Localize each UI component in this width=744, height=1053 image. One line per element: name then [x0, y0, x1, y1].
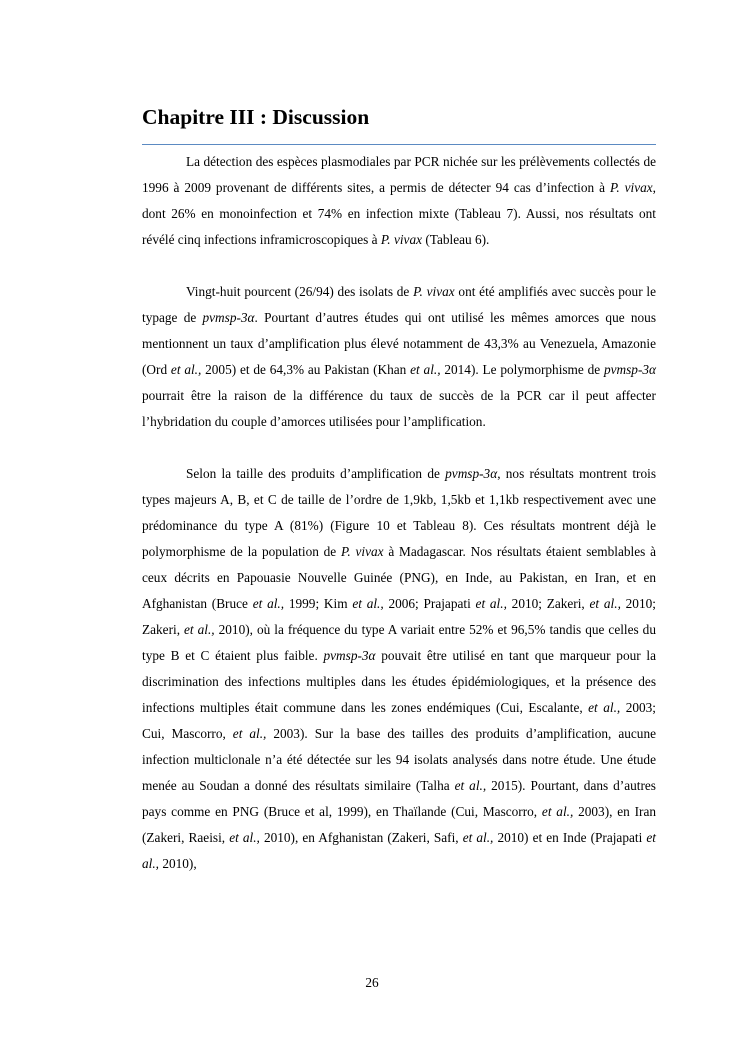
italic-term: pvmsp-3α — [445, 466, 498, 481]
italic-term: et al., — [352, 596, 384, 611]
text-run: 2015). Pourtant, dans d’autres pays comme en PNG (Bruce et al, 1999), en Thaïlande (Cui, Mascorro, — [142, 778, 656, 819]
text-run: 2006; Prajapati — [383, 596, 476, 611]
italic-term: et al., — [170, 362, 202, 377]
italic-term: P. vivax — [609, 180, 653, 195]
italic-term: et al., — [462, 830, 494, 845]
italic-term: et al., — [588, 700, 621, 715]
paragraph-amplification-rate — [142, 279, 656, 435]
discussion-body — [142, 149, 656, 877]
text-run: . Pourtant d’autres études qui ont utilisé les mêmes amorces que nous mentionnent un taux d’amplification plus élevé notamment de 43,3% au Venezuela, Amazonie (Ord — [142, 310, 656, 377]
title-underline-rule — [142, 144, 656, 145]
italic-term: P. vivax — [413, 284, 455, 299]
italic-term: et al., — [589, 596, 621, 611]
text-run: 2003), en Iran (Zakeri, Raeisi, — [142, 804, 656, 845]
italic-term: et al., — [232, 726, 267, 741]
italic-term: et al., — [541, 804, 574, 819]
text-run: 2014). Le polymorphisme de — [440, 362, 604, 377]
text-run: 2010), — [159, 856, 197, 871]
text-run: 2003; Cui, Mascorro, — [142, 700, 656, 741]
text-run: 2010) et en Inde (Prajapati — [493, 830, 647, 845]
text-run: ont été amplifiés avec succès pour le typage de — [142, 284, 656, 325]
text-run: 2003). Sur la base des tailles des produits d’amplification, aucune infection multiclonale n’a été détectée sur les 94 isolats analysés dans notre étude. Une étude menée au Soudan a donné des résultats similaire (Talha — [142, 726, 656, 793]
text-run: pouvait être utilisé en tant que marqueur pour la discrimination des infections multiples dans les études épidémiologiques, et la présence des infections multiples était commune dans les zones endémiques (Cui, Escalante, — [142, 648, 656, 715]
italic-term: et al., — [410, 362, 441, 377]
text-run: 2010; Zakeri, — [142, 596, 656, 637]
italic-term: pvmsp-3α — [603, 362, 657, 377]
page-number: 26 — [365, 975, 379, 990]
italic-term: pvmsp-3α — [323, 648, 376, 663]
chapter-title: Chapitre III : Discussion — [142, 105, 370, 129]
text-run: Selon la taille des produits d’amplification de — [186, 466, 446, 481]
text-run: La détection des espèces plasmodiales par PCR nichée sur les prélèvements collectés de 1996 à 2009 provenant de différents sites, a permis de détecter 94 cas d’infection à — [142, 154, 656, 195]
italic-term: et al., — [454, 778, 487, 793]
text-run: à Madagascar. Nos résultats étaient semblables à ceux décrits en Papouasie Nouvelle Guinée (PNG), en Inde, au Pakistan, en Iran, et en Afghanistan (Bruce — [142, 544, 656, 611]
text-run: , dont 26% en monoinfection et 74% en infection mixte (Tableau 7). Aussi, nos résultats ont révélé cinq infections inframicroscopiques à — [142, 180, 656, 247]
paragraph-polymorphism — [142, 461, 656, 877]
text-run: 1999; Kim — [284, 596, 353, 611]
italic-term: pvmsp-3α — [202, 310, 255, 325]
text-run: Vingt-huit pourcent (26/94) des isolats de — [186, 284, 414, 299]
text-run: 2010), où la fréquence du type A variait entre 52% et 96,5% tandis que celles du type B et C étaient plus faible. — [142, 622, 656, 663]
text-run: 2010), en Afghanistan (Zakeri, Safi, — [259, 830, 463, 845]
italic-term: P. vivax — [380, 232, 422, 247]
text-run: 2005) et de 64,3% au Pakistan (Khan — [201, 362, 411, 377]
italic-term: et al., — [184, 622, 215, 637]
text-run: 2010; Zakeri, — [506, 596, 590, 611]
paragraph-species-detection — [142, 149, 656, 253]
italic-term: et al., — [475, 596, 507, 611]
text-run: (Tableau 6). — [422, 232, 490, 247]
text-run: pourrait être la raison de la différence du taux de succès de la PCR car il peut affecter l’hybridation du couple d’amorces utilisées pour l’amplification. — [142, 388, 656, 429]
italic-term: et al., — [252, 596, 285, 611]
italic-term: et al., — [142, 830, 656, 871]
italic-term: et al., — [229, 830, 260, 845]
text-run: , nos résultats montrent trois types majeurs A, B, et C de taille de l’ordre de 1,9kb, 1,5kb et 1,1kb respectivement avec une prédominance du type A (81%) (Figure 10 et Tableau 8). Ces résultats montrent déjà le polymorphisme de la population de — [142, 466, 656, 559]
italic-term: P. vivax — [341, 544, 384, 559]
